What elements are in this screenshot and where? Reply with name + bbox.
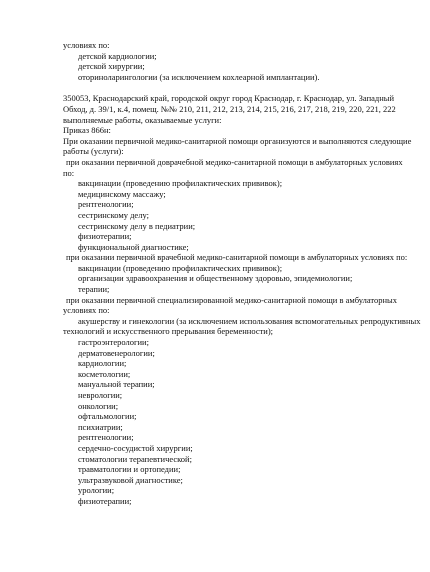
address-line: выполняемые работы, оказываемые услуги: — [63, 114, 222, 125]
section1-item: медицинскому массажу; — [78, 188, 166, 199]
section3-item: сердечно-сосудистой хирургии; — [78, 442, 193, 453]
section1-item: физиотерапии; — [78, 231, 132, 242]
section1-item: сестринскому делу в педиатрии; — [78, 220, 196, 231]
address-line: 350053, Краснодарский край, городской округ город Краснодар, г. Краснодар, ул. Западный — [63, 93, 395, 104]
section3-item: рентгенологии; — [78, 432, 134, 443]
section3-lead: акушерству и гинекологии (за исключением использования вспомогательных репродуктивных — [78, 315, 421, 326]
block1-item: детской хирургии; — [78, 61, 145, 72]
address-line: Обход, д. 39/1, к.4, помещ. №№ 210, 211, 212, 213, 214, 215, 216, 217, 218, 219, 220, 221, 222 — [63, 103, 396, 114]
order-reference: Приказ 866н: — [63, 125, 111, 136]
section1-item: вакцинации (проведению профилактических прививок); — [78, 178, 283, 189]
section1-item: рентгенологии; — [78, 199, 134, 210]
section3-item: офтальмологии; — [78, 411, 137, 422]
block1-intro: условиях по: — [63, 40, 110, 50]
section3-lead-cont: технологий и искусственного прерывания беременности); — [63, 326, 274, 337]
section3-item: гастроэнтерологии; — [78, 337, 149, 348]
section3-item: косметологии; — [78, 368, 131, 379]
section3-item: урологии; — [78, 485, 115, 496]
section1-heading: при оказании первичной доврачебной медико-санитарной помощи в амбулаторных условиях — [66, 156, 403, 167]
section3-heading-cont: условиях по: — [63, 305, 110, 316]
intro-line: работы (услуги): — [63, 146, 124, 157]
block1-item: детской кардиологии; — [78, 50, 157, 61]
section1-heading-cont: по: — [63, 167, 75, 178]
section3-item: ультразвуковой диагностике; — [78, 474, 183, 485]
section2-heading: при оказании первичной врачебной медико-санитарной помощи в амбулаторных условиях по: — [66, 252, 408, 263]
paragraph-gap — [63, 82, 383, 93]
section1-item: сестринскому делу; — [78, 209, 149, 220]
section1-item: функциональной диагностике; — [78, 241, 189, 252]
section2-item: организации здравоохранения и общественному здоровью, эпидемиологии; — [78, 273, 353, 284]
section3-item: дерматовенерологии; — [78, 347, 155, 358]
section3-item: физиотерапии; — [78, 495, 132, 506]
section2-item: вакцинации (проведению профилактических прививок); — [78, 262, 283, 273]
section3-item: стоматологии терапевтической; — [78, 453, 192, 464]
document-page — [63, 40, 421, 507]
section3-item: онкологии; — [78, 400, 119, 411]
section3-item: кардиологии; — [78, 358, 127, 369]
section3-heading: при оказании первичной специализированной медико-санитарной помощи в амбулаторных — [66, 294, 398, 305]
section3-item: мануальной терапии; — [78, 379, 155, 390]
intro-line: При оказании первичной медико-санитарной помощи организуются и выполняются следующие — [63, 135, 412, 146]
section3-item: неврологии; — [78, 390, 123, 400]
section3-item: травматологии и ортопедии; — [78, 464, 181, 475]
section2-item: терапии; — [78, 284, 110, 295]
block1-item: оториноларингологии (за исключением кохлеарной имплантации). — [78, 71, 320, 82]
section3-item: психиатрии; — [78, 421, 123, 432]
